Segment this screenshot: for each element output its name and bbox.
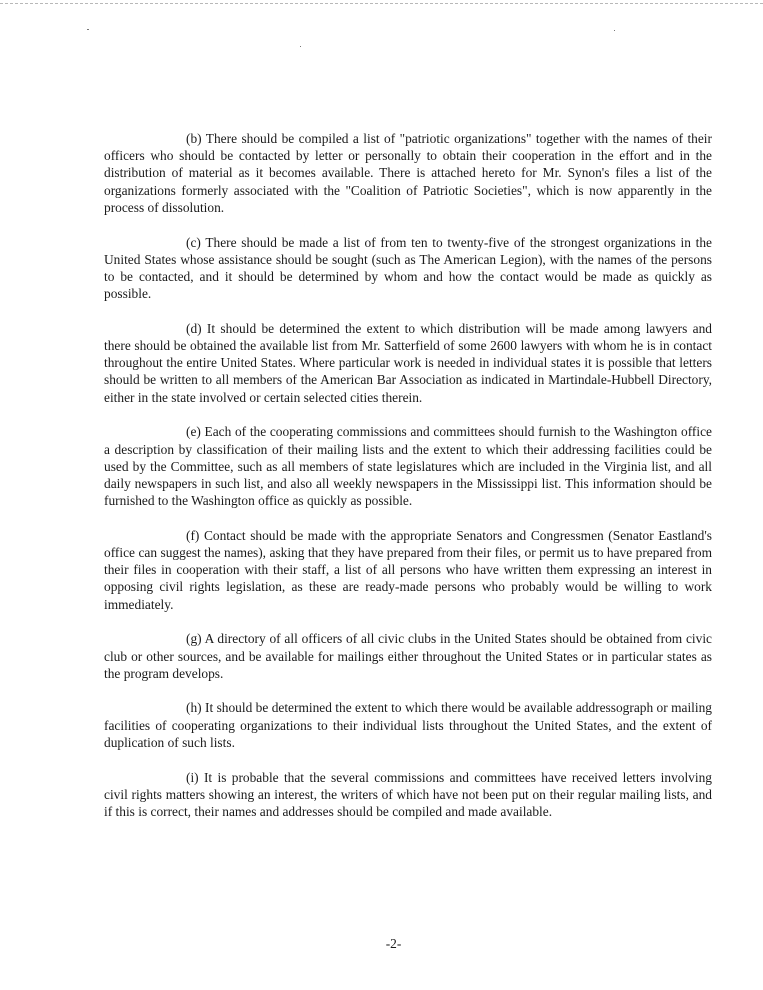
- paragraph-g: (g) A directory of all officers of all civic clubs in the United States should be obtained from civic club or other sources, and be available for mailings either throughout the United States or in particular states as the program develops.: [104, 631, 712, 681]
- paragraph-b: (b) There should be compiled a list of "patriotic organizations" together with the names of their officers who should be contacted by letter or personally to obtain their cooperation in the effort and in the distribution of material as it becomes available. There is attached hereto for Mr. Synon's files a list of the organizations formerly associated with the "Coalition of Patriotic Societies", which is now apparently in the process of dissolution.: [104, 131, 712, 215]
- page-number: -2-: [385, 936, 402, 951]
- page-top-edge: [0, 3, 763, 4]
- paragraph-i: (i) It is probable that the several commissions and committees have received letters involving civil rights matters showing an interest, the writers of which have not been put on their regular mailing lists, and if this is correct, their names and addresses should be compiled and made available.: [104, 769, 712, 819]
- scan-speck: [300, 46, 301, 47]
- paragraph-e: (e) Each of the cooperating commissions and committees should furnish to the Washington office a description by classification of their mailing lists and the extent to which their addressing facilities could be used by the Committee, such as all members of state legislatures which are included in the Virginia list, and all daily newspapers in such list, and also all weekly newspapers in the Mississippi list. This information should be furnished to the Washington office as quickly as possible.: [104, 424, 712, 509]
- paragraph-c: (c) There should be made a list of from ten to twenty-five of the strongest organizations in the United States whose assistance should be sought (such as The American Legion), with the names of the persons to be contacted, and it should be determined by whom and how the contact would be made as quickly as possible.: [104, 234, 712, 302]
- scan-speck: [87, 29, 89, 30]
- paragraph-h: (h) It should be determined the extent to which there would be available addressograph or mailing facilities of cooperating organizations to their individual lists throughout the United States, and the extent of duplication of such lists.: [104, 700, 712, 750]
- paragraph-d: (d) It should be determined the extent to which distribution will be made among lawyers and there should be obtained the available list from Mr. Satterfield of some 2600 lawyers with whom he is in contact throughout the entire United States. Where particular work is needed in individual states it is possible that letters should be written to all members of the American Bar Association as indicated in Martindale-Hubbell Directory, either in the state involved or certain selected cities therein.: [104, 320, 712, 405]
- document-body: [104, 130, 712, 820]
- paragraph-f: (f) Contact should be made with the appropriate Senators and Congressmen (Senator Eastland's office can suggest the names), asking that they have prepared from their files, or permit us to have prepared from their files in cooperation with their staff, a list of all persons who have written them expressing an interest in opposing civil rights legislation, as these are ready-made persons who probably would be willing to work immediately.: [104, 527, 712, 612]
- scan-speck: [614, 30, 615, 31]
